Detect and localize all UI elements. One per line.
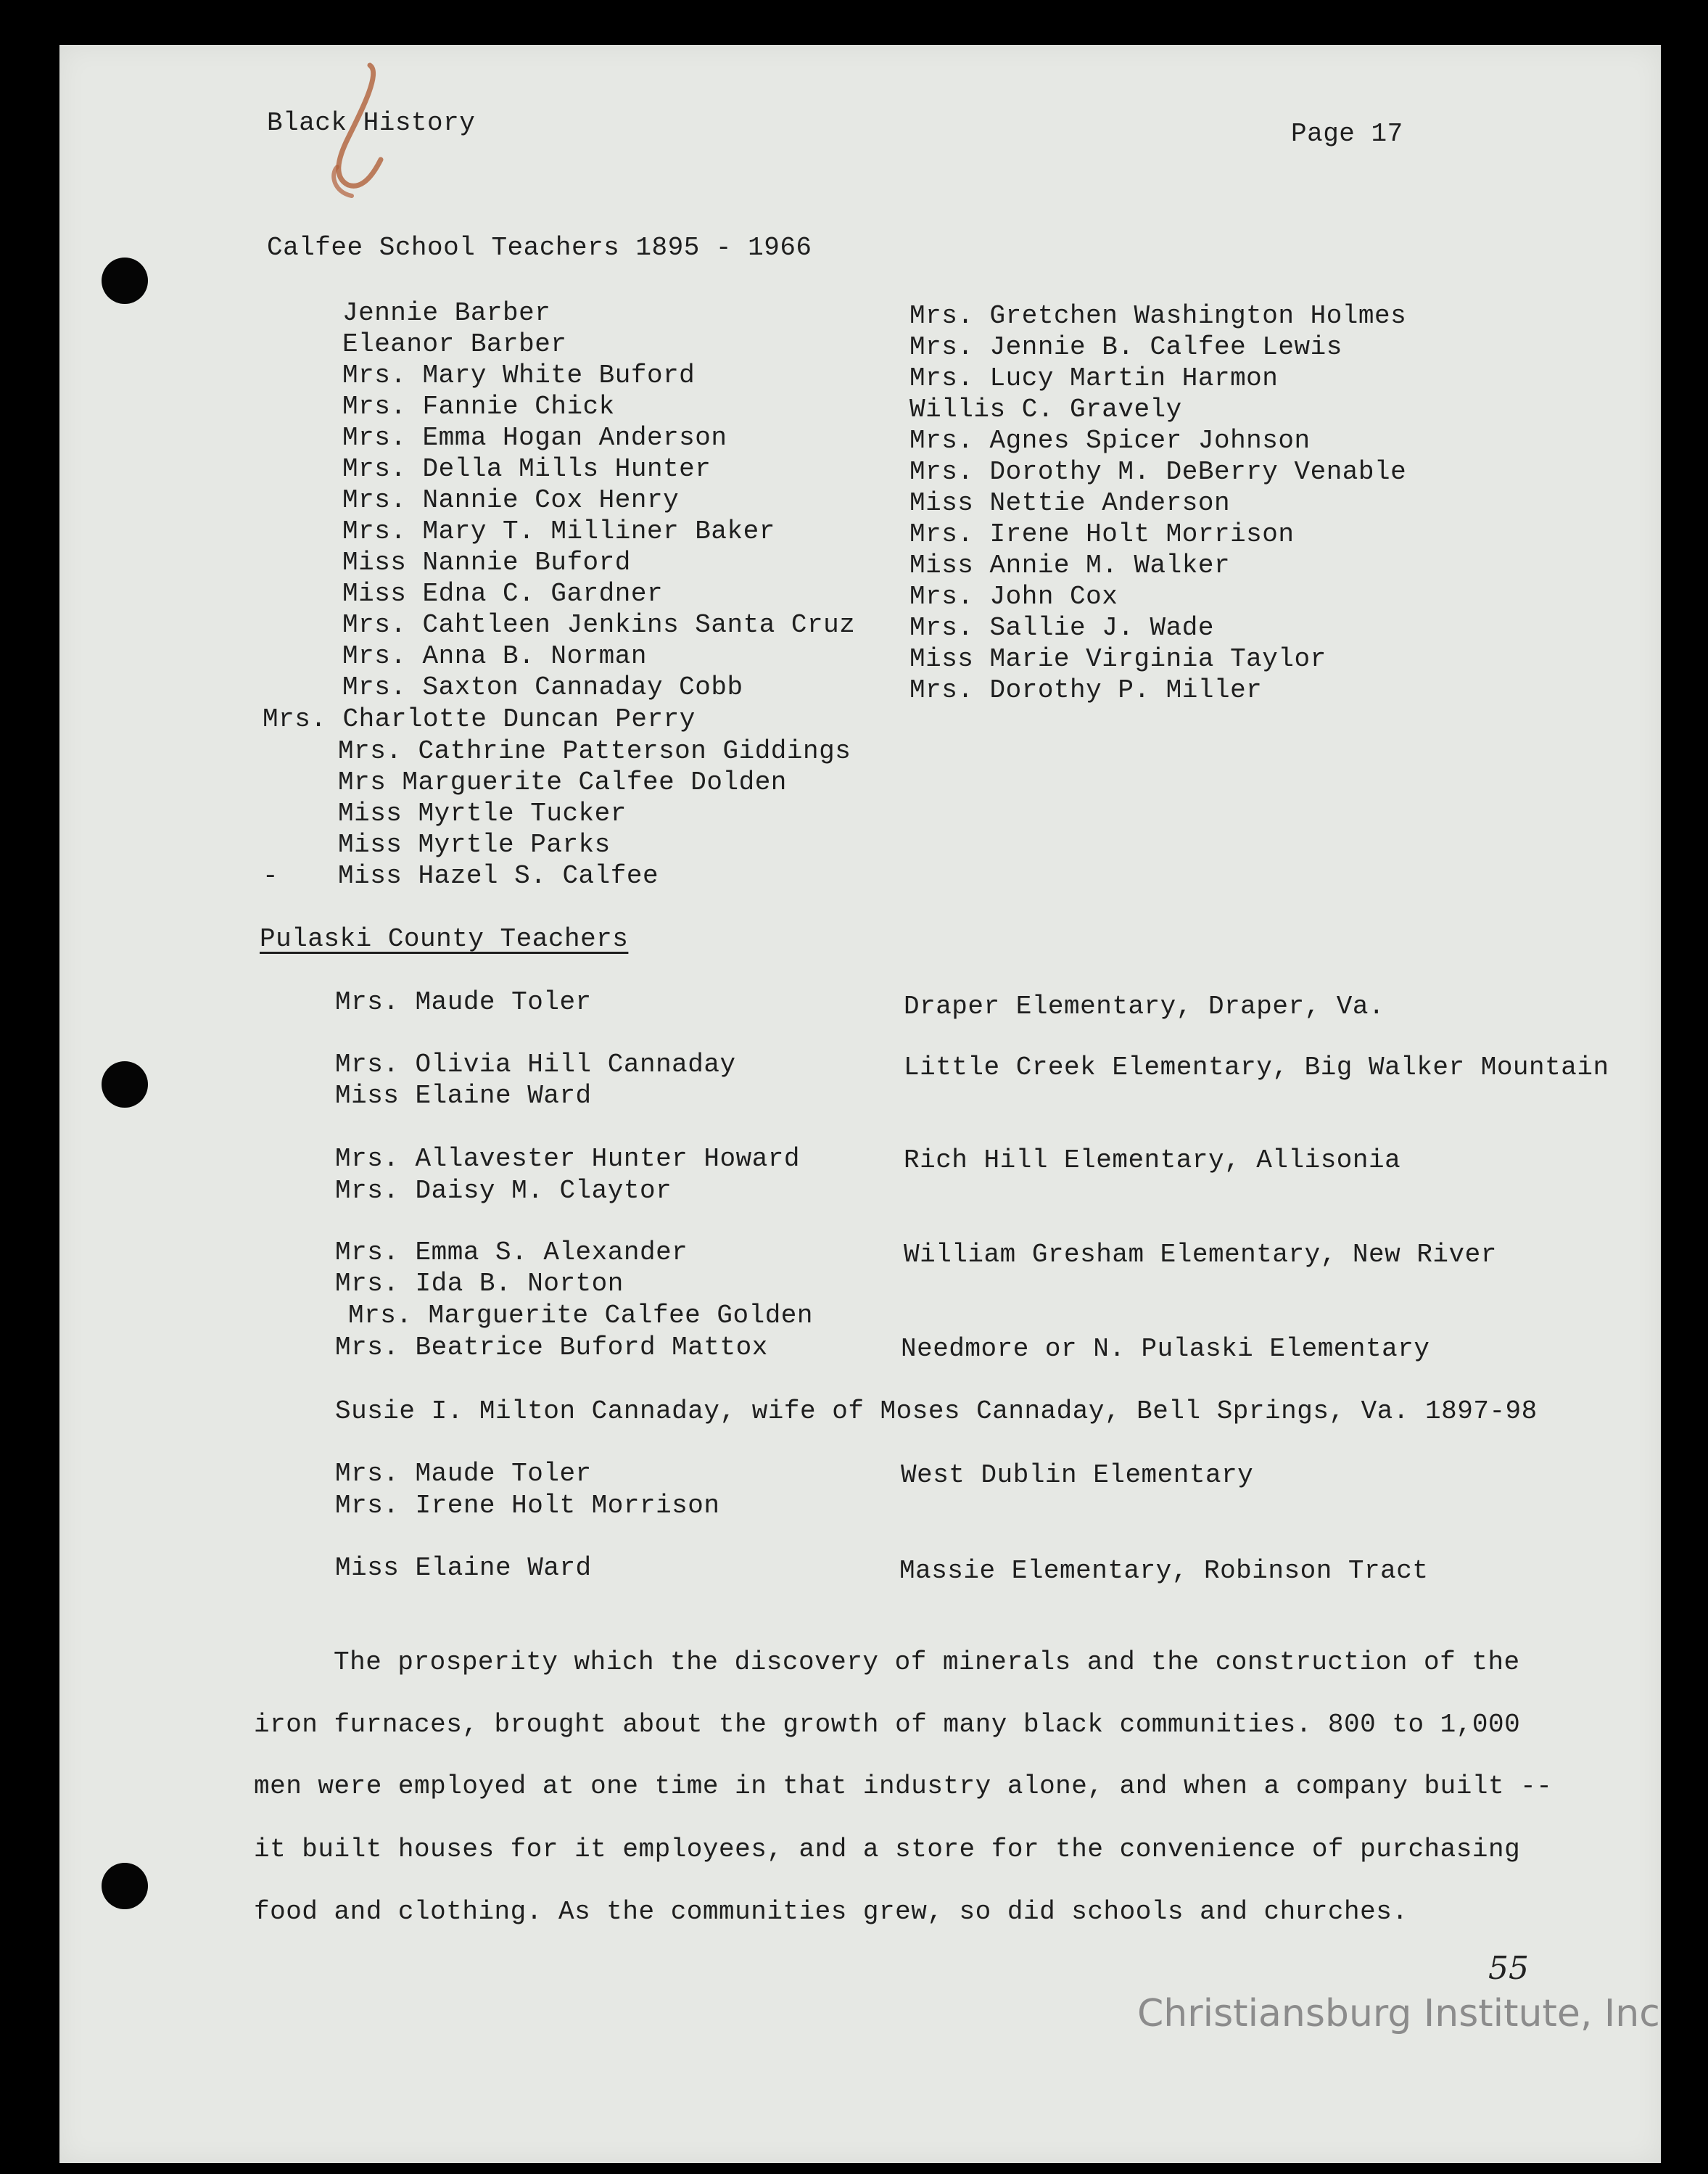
teacher-name: Miss Nettie Anderson — [909, 488, 1231, 518]
teacher-name: Mrs. Irene Holt Morrison — [335, 1491, 720, 1520]
teacher-name: Mrs. Nannie Cox Henry — [342, 485, 680, 515]
header-page-number: Page 17 — [1291, 119, 1403, 149]
teacher-name: Mrs. Cahtleen Jenkins Santa Cruz — [342, 610, 856, 640]
teacher-name: Miss Elaine Ward — [335, 1081, 592, 1111]
paragraph-line: it built houses for it employees, and a store for the convenience of purchasing — [254, 1835, 1521, 1864]
teacher-name: Mrs. Maude Toler — [335, 1459, 592, 1489]
teacher-name: Mrs. Mary White Buford — [342, 361, 696, 390]
teacher-name: Mrs. Mary T. Milliner Baker — [342, 516, 775, 546]
paragraph-line: food and clothing. As the communities grew, so did schools and churches. — [254, 1897, 1408, 1927]
school-name: Draper Elementary, Draper, Va. — [904, 992, 1385, 1021]
calfee-heading: Calfee School Teachers 1895 - 1966 — [267, 233, 812, 263]
paragraph-line: men were employed at one time in that industry alone, and when a company built -- — [254, 1771, 1553, 1801]
teacher-name: Mrs. Fannie Chick — [342, 392, 615, 421]
teacher-name: Mrs. Dorothy M. DeBerry Venable — [909, 457, 1407, 487]
school-name: Rich Hill Elementary, Allisonia — [904, 1145, 1401, 1175]
teacher-name: Mrs. John Cox — [909, 582, 1118, 612]
teacher-name: Mrs. Allavester Hunter Howard — [335, 1144, 801, 1174]
binder-hole-bottom — [102, 1863, 148, 1909]
teacher-name: Mrs. Maude Toler — [335, 987, 592, 1017]
teacher-name: Mrs. Olivia Hill Cannaday — [335, 1050, 736, 1079]
teacher-name: Miss Elaine Ward — [335, 1553, 592, 1583]
teacher-name: Mrs. Marguerite Calfee Golden — [348, 1301, 814, 1330]
teacher-name: Mrs Marguerite Calfee Dolden — [338, 767, 787, 797]
teacher-name: Mrs. Daisy M. Claytor — [335, 1176, 672, 1206]
school-name: William Gresham Elementary, New River — [904, 1240, 1497, 1269]
teacher-name: Jennie Barber — [342, 298, 551, 328]
teacher-name: Mrs. Lucy Martin Harmon — [909, 363, 1279, 393]
teacher-name: Mrs. Dorothy P. Miller — [909, 675, 1263, 705]
teacher-name: Miss Hazel S. Calfee — [338, 861, 659, 891]
teacher-name: Mrs. Saxton Cannaday Cobb — [342, 672, 743, 702]
paragraph-line: iron furnaces, brought about the growth of many black communities. 800 to 1,000 — [254, 1710, 1521, 1739]
school-name: Needmore or N. Pulaski Elementary — [901, 1334, 1430, 1364]
binder-hole-top — [102, 258, 148, 304]
teacher-name: Mrs. Emma S. Alexander — [335, 1238, 688, 1267]
teacher-name: Miss Edna C. Gardner — [342, 579, 664, 609]
school-name: Little Creek Elementary, Big Walker Mountain — [904, 1053, 1609, 1082]
binder-hole-middle — [102, 1061, 148, 1108]
teacher-name: Mrs. Agnes Spicer Johnson — [909, 426, 1311, 456]
teacher-name: Mrs. Jennie B. Calfee Lewis — [909, 332, 1342, 362]
school-name: Massie Elementary, Robinson Tract — [899, 1556, 1429, 1586]
school-name: West Dublin Elementary — [901, 1460, 1254, 1490]
teacher-name: Mrs. Anna B. Norman — [342, 641, 647, 671]
teacher-name: Miss Nannie Buford — [342, 548, 631, 577]
teacher-name: Mrs. Emma Hogan Anderson — [342, 423, 727, 453]
teacher-name: Miss Myrtle Parks — [338, 830, 611, 860]
teacher-name: Miss Myrtle Tucker — [338, 799, 627, 828]
teacher-name: Mrs. Della Mills Hunter — [342, 454, 711, 484]
dash-mark: - — [263, 861, 279, 891]
teacher-name: Mrs. Charlotte Duncan Perry — [263, 704, 696, 734]
header-left: Black History — [267, 108, 476, 138]
paragraph-line: The prosperity which the discovery of minerals and the construction of the — [334, 1647, 1520, 1677]
teacher-name: Miss Annie M. Walker — [909, 551, 1231, 580]
susie-cannaday-line: Susie I. Milton Cannaday, wife of Moses Cannaday, Bell Springs, Va. 1897-98 — [335, 1396, 1538, 1426]
teacher-name: Mrs. Irene Holt Morrison — [909, 519, 1295, 549]
teacher-name: Mrs. Beatrice Buford Mattox — [335, 1333, 768, 1362]
watermark: Christiansburg Institute, Inc — [1137, 1992, 1660, 2035]
teacher-name: Mrs. Gretchen Washington Holmes — [909, 301, 1407, 331]
teacher-name: Miss Marie Virginia Taylor — [909, 644, 1327, 674]
teacher-name: Mrs. Ida B. Norton — [335, 1269, 624, 1298]
teacher-name: Eleanor Barber — [342, 329, 567, 359]
pulaski-heading: Pulaski County Teachers — [260, 924, 629, 954]
teacher-name: Mrs. Cathrine Patterson Giddings — [338, 736, 851, 766]
teacher-name: Mrs. Sallie J. Wade — [909, 613, 1214, 643]
handwritten-page-number: 55 — [1488, 1950, 1529, 1987]
teacher-name: Willis C. Gravely — [909, 395, 1182, 424]
